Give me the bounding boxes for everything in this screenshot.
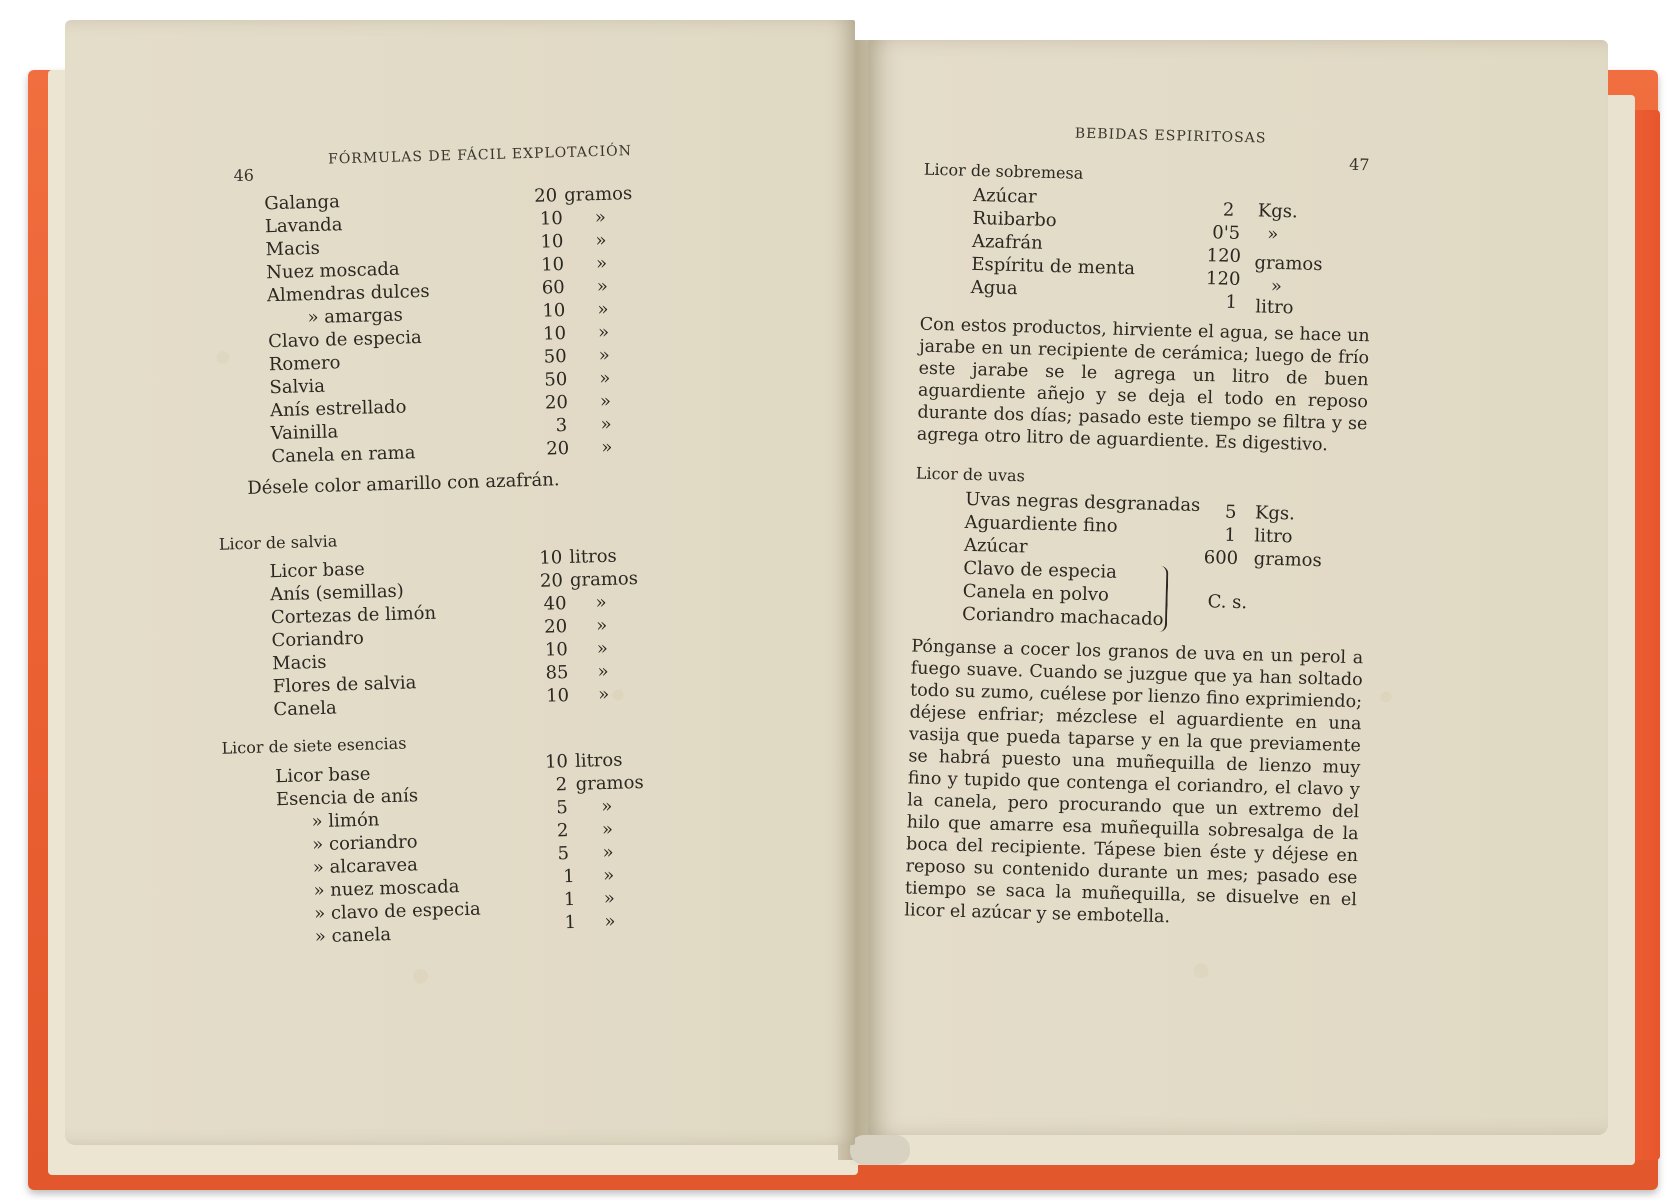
quantity: 60 xyxy=(541,276,566,299)
quantity: 85 xyxy=(545,662,569,684)
quantity: 10 xyxy=(544,751,569,773)
unit: » xyxy=(595,614,608,637)
unit: » xyxy=(595,591,607,614)
unit: litro xyxy=(1255,296,1294,319)
quantity: 10 xyxy=(539,207,564,230)
list-item: Agua xyxy=(970,276,1018,300)
running-head: BEBIDAS ESPIRITOSAS xyxy=(1074,125,1267,147)
list-item: Aguardiente fino xyxy=(964,511,1118,537)
list-item: Galanga xyxy=(264,191,341,215)
right-page xyxy=(868,40,1608,1135)
quantity: 10 xyxy=(540,253,565,276)
unit: » xyxy=(598,344,611,367)
unit: » xyxy=(597,298,609,321)
quantity: 20 xyxy=(533,185,558,207)
brace-bracket xyxy=(1155,566,1169,632)
unit: gramos xyxy=(1253,548,1323,572)
unit: » xyxy=(596,275,609,298)
quantity: 40 xyxy=(543,593,567,615)
list-item: Canela en polvo xyxy=(962,580,1110,606)
list-item: Espíritu de menta xyxy=(971,253,1136,280)
unit: Kgs. xyxy=(1257,200,1299,223)
quantity: 2 xyxy=(556,820,569,842)
unit: » xyxy=(597,321,610,344)
unit: » xyxy=(1270,275,1283,298)
quantity: 2 xyxy=(1222,199,1235,221)
quantity: 20 xyxy=(546,437,570,460)
quantity: 1 xyxy=(1224,524,1237,546)
recipe-title: Licor de uvas xyxy=(915,463,1026,486)
quantity: 10 xyxy=(544,639,569,661)
unit: » xyxy=(595,252,608,275)
running-head: FÓRMULAS DE FÁCIL EXPLOTACIÓN xyxy=(327,143,633,168)
unit: » xyxy=(599,367,611,390)
quantity: 10 xyxy=(540,230,564,253)
unit: » xyxy=(1266,223,1279,245)
list-item: Azúcar xyxy=(963,534,1028,558)
list-item: Vainilla xyxy=(270,421,339,445)
unit: » xyxy=(600,413,612,436)
list-item: Anís (semillas) xyxy=(269,580,405,606)
quantity: 2 xyxy=(555,774,568,796)
list-item: Romero xyxy=(268,352,341,376)
unit: » xyxy=(600,436,613,458)
list-item: Lavanda xyxy=(264,214,343,238)
quantity: 600 xyxy=(1203,547,1239,569)
quantity: 10 xyxy=(542,322,567,345)
list-item: Anís estrellado xyxy=(269,396,407,422)
recipe-title: Licor de siete esencias xyxy=(221,733,407,758)
list-item: » limón xyxy=(311,809,380,833)
quantity-cs: C. s. xyxy=(1207,591,1248,614)
quantity: 5 xyxy=(557,843,570,865)
quantity: 5 xyxy=(556,797,569,819)
quantity: 50 xyxy=(543,345,567,368)
unit: » xyxy=(601,795,613,818)
list-item: » clavo de especia xyxy=(313,898,481,925)
quantity: 3 xyxy=(555,414,568,437)
recipe-instructions: Con estos productos, hirviente el agua, se hace un jarabe en un recipiente de cerámica; luego de frío este jarabe se le agrega un litro de buen aguardiente añejo y se deja el todo en reposo durante dos días; pasado este tiempo se filtra y se agrega otro litro de aguardiente. Es digestivo. xyxy=(916,314,1370,456)
unit: litro xyxy=(1254,525,1293,548)
unit: » xyxy=(602,841,614,864)
headband xyxy=(850,1135,910,1165)
quantity: 50 xyxy=(544,368,568,391)
unit: » xyxy=(597,683,610,706)
unit: » xyxy=(596,637,609,660)
list-item: Esencia de anís xyxy=(275,785,419,811)
unit: » xyxy=(603,887,616,910)
list-item: Macis xyxy=(265,237,321,261)
unit: » xyxy=(604,910,616,933)
list-item: » alcaravea xyxy=(312,854,419,879)
left-page xyxy=(65,20,855,1145)
list-item: Salvia xyxy=(269,375,326,399)
unit: gramos xyxy=(1254,252,1323,276)
unit: Kgs. xyxy=(1254,502,1296,525)
unit: » xyxy=(597,660,609,683)
quantity: 120 xyxy=(1205,268,1241,290)
list-item: » canela xyxy=(314,924,392,948)
list-item: Ruibarbo xyxy=(972,207,1057,232)
color-note: Désele color amarillo con azafrán. xyxy=(246,469,560,499)
unit: gramos xyxy=(569,568,639,591)
list-item: Flores de salvia xyxy=(272,672,417,698)
quantity: 1 xyxy=(1225,291,1238,313)
quantity: 1 xyxy=(563,888,576,911)
list-item: Clavo de especia xyxy=(267,326,422,353)
quantity: 20 xyxy=(544,391,569,414)
quantity: 1 xyxy=(564,911,577,934)
unit: gramos xyxy=(563,183,633,206)
page-number: 47 xyxy=(1348,154,1370,175)
quantity: 5 xyxy=(1224,501,1237,523)
page-number: 46 xyxy=(233,165,255,186)
list-item: Uvas negras desgranadas xyxy=(964,488,1201,516)
list-item: Coriandro machacado xyxy=(961,603,1164,631)
quantity: 20 xyxy=(543,616,568,638)
recipe-title: Licor de salvia xyxy=(218,531,338,554)
quantity: 20 xyxy=(539,570,564,592)
unit: » xyxy=(599,390,612,413)
list-item: Clavo de especia xyxy=(963,557,1118,583)
list-item: » coriandro xyxy=(311,831,418,856)
list-item: Macis xyxy=(271,651,327,675)
recipe-instructions: Pónganse a cocer los granos de uva en un perol a fuego suave. Cuando se juzgue que ya han soltado todo su zumo, cuélese por lienzo fino exprimiendo; déjese enfriar; mézclese el aguardiente en una vasija que pueda taparse y en la que previamente se habrá puesto una muñequilla de lienzo muy fino y tupido que contenga el coriandro, el clavo y la canela, pero procurando que un extremo del hilo que amarre esa muñequilla sobresalga de la boca del recipiente. Tápese bien éste y déjese en reposo su contenido durante un mes; pasado ese tiempo se saca la muñequilla, se disuelve en el licor el azúcar y se embotella. xyxy=(904,636,1364,928)
quantity: 10 xyxy=(545,685,570,707)
list-item: Canela en rama xyxy=(271,442,416,468)
recipe-title: Licor de sobremesa xyxy=(923,159,1084,183)
unit: litros xyxy=(569,545,618,568)
list-item: Azafrán xyxy=(971,230,1044,254)
unit: gramos xyxy=(575,771,644,795)
unit: » xyxy=(602,864,615,887)
list-item: Azúcar xyxy=(972,184,1037,208)
list-item: Canela xyxy=(273,697,337,721)
quantity: 0'5 xyxy=(1212,222,1241,244)
unit: » xyxy=(594,206,607,229)
quantity: 10 xyxy=(542,299,566,322)
list-item: Almendras dulces xyxy=(266,280,430,307)
unit: » xyxy=(601,818,614,841)
quantity: 1 xyxy=(562,865,575,888)
list-item: Licor base xyxy=(269,558,365,583)
list-item: » amargas xyxy=(307,304,404,329)
unit: » xyxy=(595,229,607,252)
quantity: 10 xyxy=(539,547,563,569)
list-item: Licor base xyxy=(275,763,371,788)
list-item: Cortezas de limón xyxy=(270,602,437,629)
list-item: Coriandro xyxy=(271,627,365,652)
list-item: Nuez moscada xyxy=(265,258,400,284)
list-item: » nuez moscada xyxy=(313,876,460,902)
quantity: 120 xyxy=(1206,245,1242,267)
unit: litros xyxy=(574,749,623,772)
